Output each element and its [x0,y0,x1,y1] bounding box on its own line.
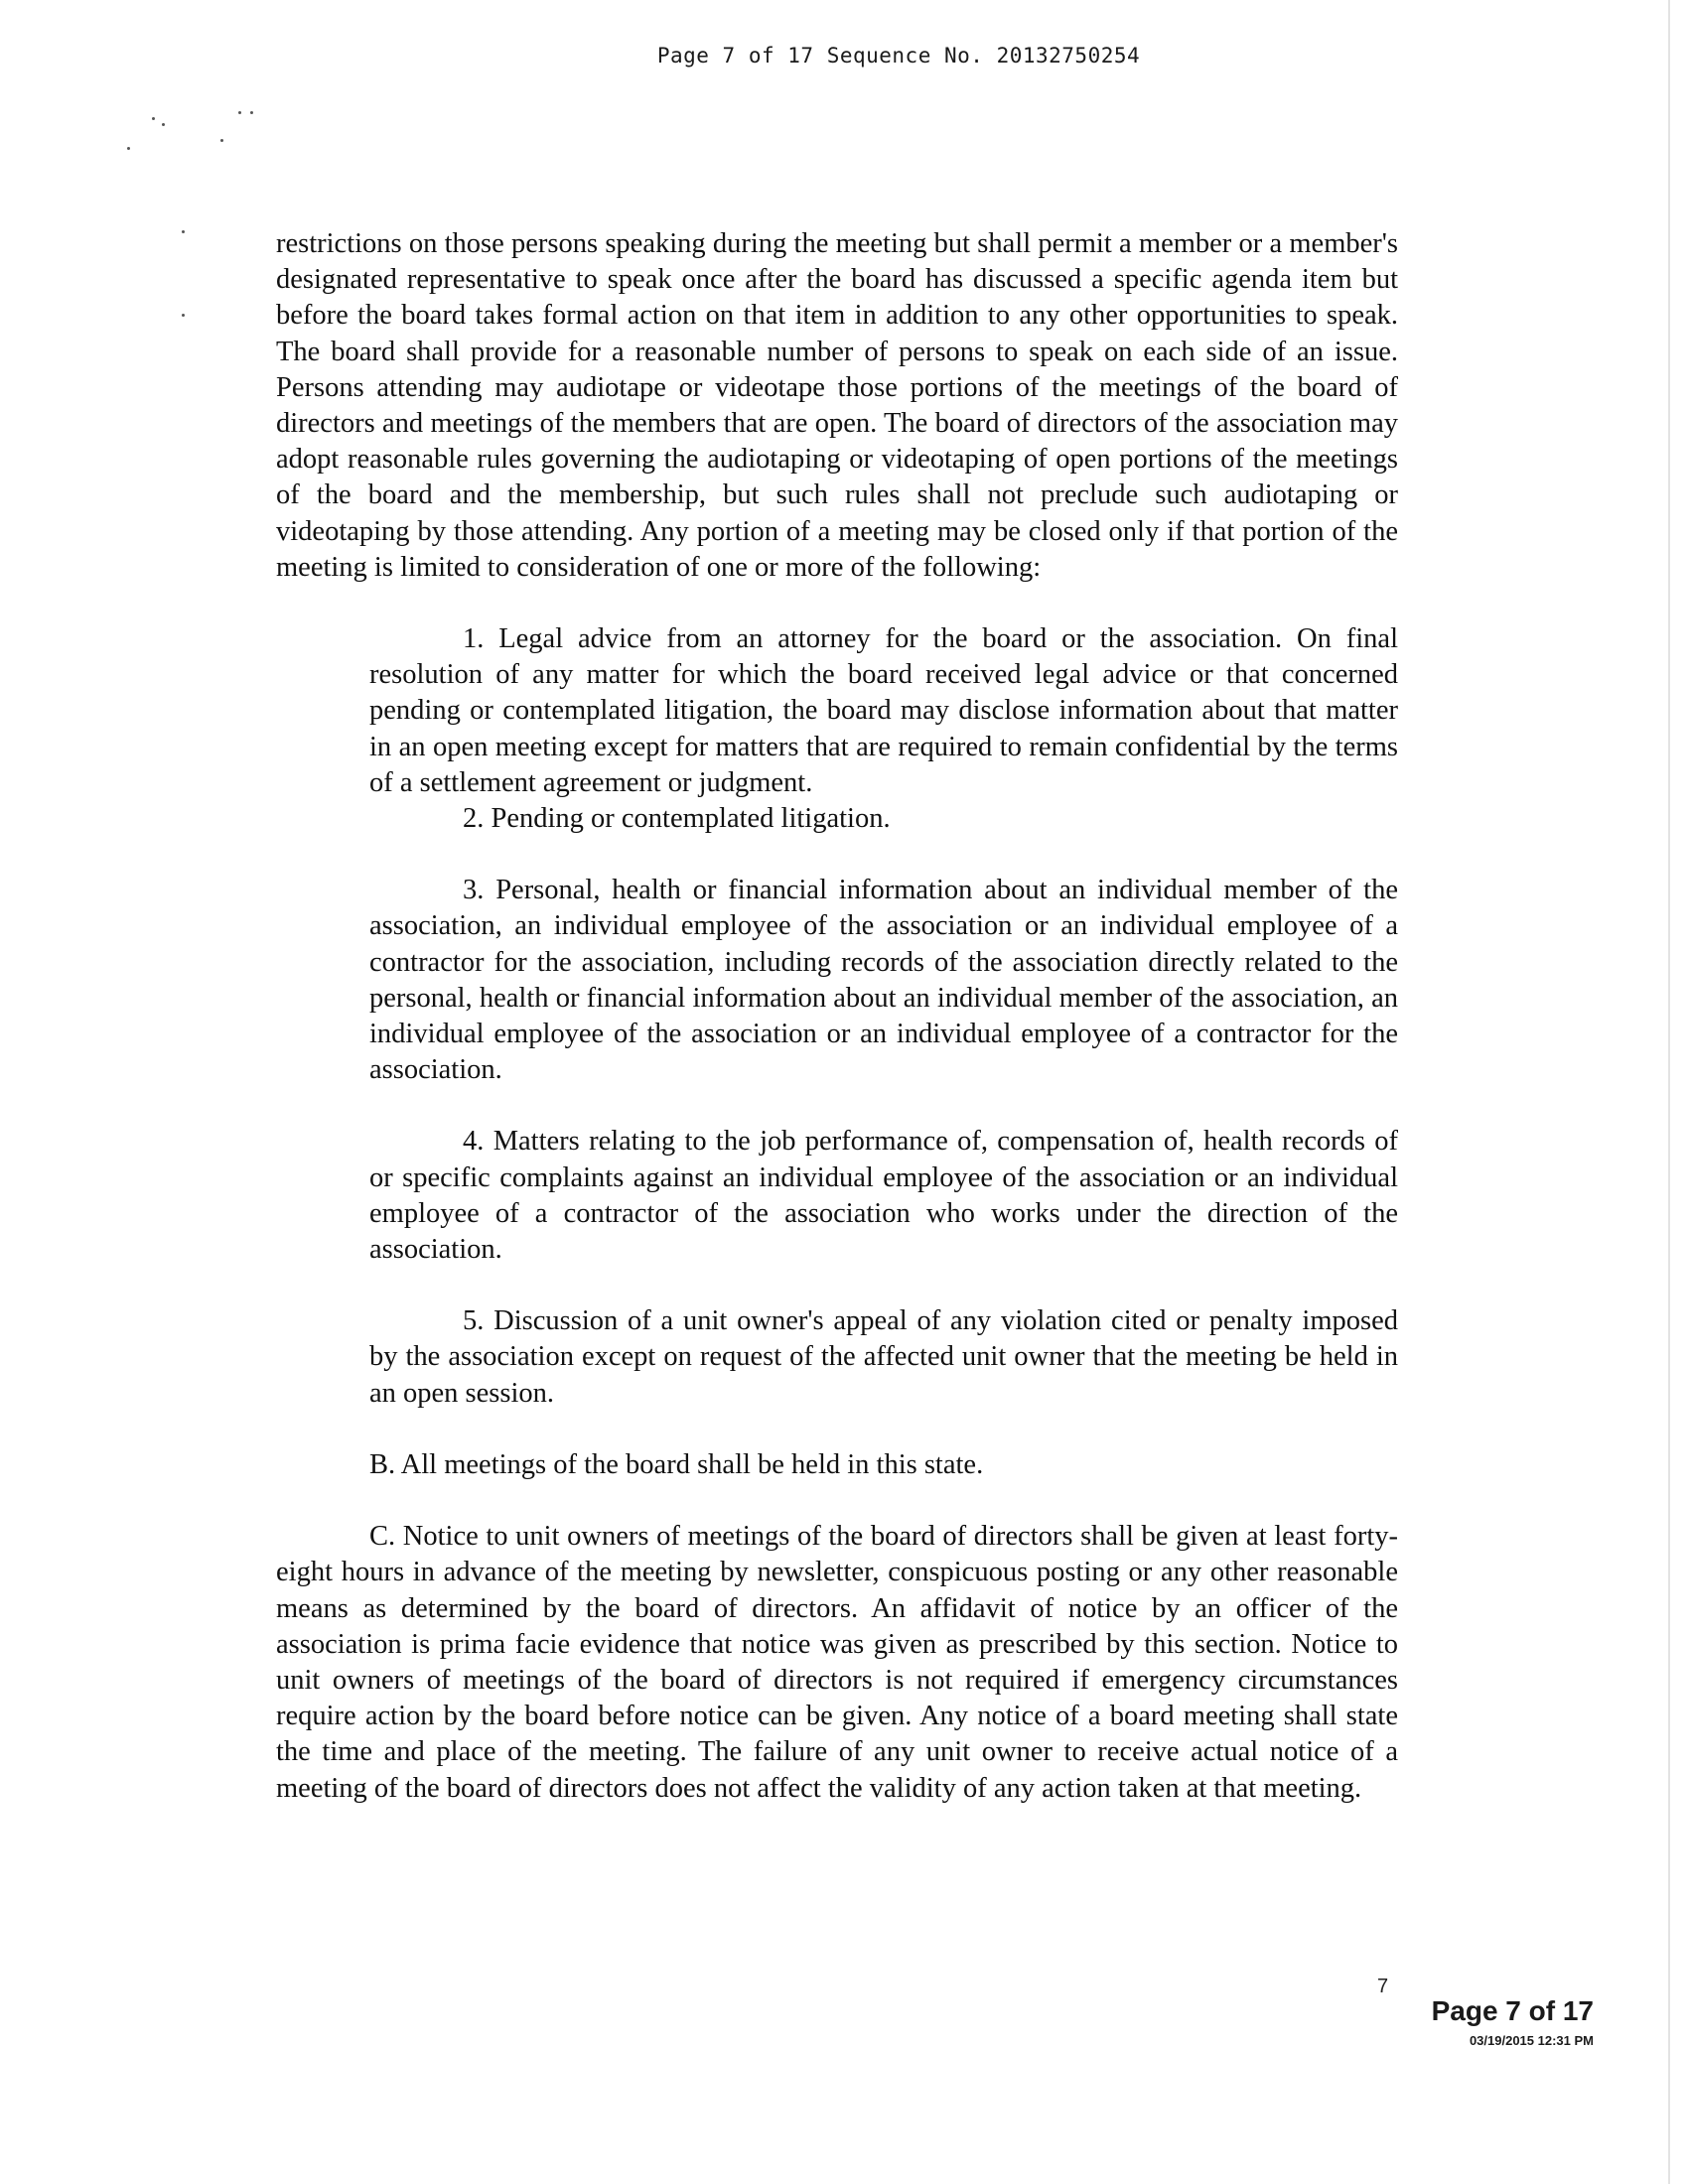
scan-speck [182,230,185,233]
closed-meeting-items [369,621,1398,1483]
page-header: Page 7 of 17 Sequence No. 20132750254 [656,44,1141,68]
scan-speck [127,147,130,150]
list-item: 1. Legal advice from an attorney for the board or the association. On final resolution of any matter for which the board received legal advice or that concerned pending or contemplated litigation, the board may disclose information about that matter in an open meeting except for matters that are required to remain confidential by the terms of a settlement agreement or judgment. [369,623,1398,798]
scan-speck [250,111,253,114]
scan-speck [152,117,155,120]
scan-edge [1668,0,1670,2184]
section-b: B. All meetings of the board shall be held in this state. [369,1448,984,1480]
scan-speck [182,314,185,317]
list-item: 4. Matters relating to the job performance of, compensation of, health records of or specific complaints against an individual employee of the association or an individual employee of a contractor of the association who works under the direction of the association. [369,1126,1398,1266]
list-item: 5. Discussion of a unit owner's appeal of any violation cited or penalty imposed by the association except on request of the affected unit owner that the meeting be held in an open session. [369,1305,1398,1409]
list-item: 3. Personal, health or financial information about an individual member of the association, an individual employee of the association or an individual employee of a contractor for the association, including records of the association directly related to the personal, health or financial information about an individual member of the association, an individual employee of the association or an individual employee of a contractor for the association. [369,875,1398,1086]
page-number: 7 [1377,1976,1389,1997]
list-item: 2. Pending or contemplated litigation. [463,803,891,835]
section-c: C. Notice to unit owners of meetings of the board of directors shall be given at least forty-eight hours in advance of the meeting by newsletter, conspicuous posting or any other reasonable means as determined by the board of directors. An affidavit of notice by an officer of the association is prima facie evidence that notice was given as prescribed by this section. Notice to unit owners of meetings of the board of directors is not required if emergency circumstances require action by the board before notice can be given. Any notice of a board meeting shall state the time and place of the meeting. The failure of any unit owner to receive actual notice of a meeting of the board of directors does not affect the validity of any action taken at that meeting. [276,1521,1398,1804]
page-stamp: Page 7 of 17 [1431,1995,1594,2026]
scan-speck [162,123,165,126]
scan-speck [220,139,223,142]
intro-paragraph: restrictions on those persons speaking during the meeting but shall permit a member or a member's designated representative to speak once after the board has discussed a specific agenda item but before the board takes formal action on that item in addition to any other opportunities to speak. The board shall provide for a reasonable number of persons to speak on each side of an issue. Persons attending may audiotape or videotape those portions of the meetings of the board of directors and meetings of the members that are open. The board of directors of the association may adopt reasonable rules governing the audiotaping or videotaping of open portions of the meetings of the board and the membership, but such rules shall not preclude such audiotaping or videotaping by those attending. Any portion of a meeting may be closed only if that portion of the meeting is limited to consideration of one or more of the following: [276,228,1398,583]
scan-speck [238,111,241,114]
document-body [276,226,1398,1807]
stamp-datetime: 03/19/2015 12:31 PM [1469,2033,1594,2048]
